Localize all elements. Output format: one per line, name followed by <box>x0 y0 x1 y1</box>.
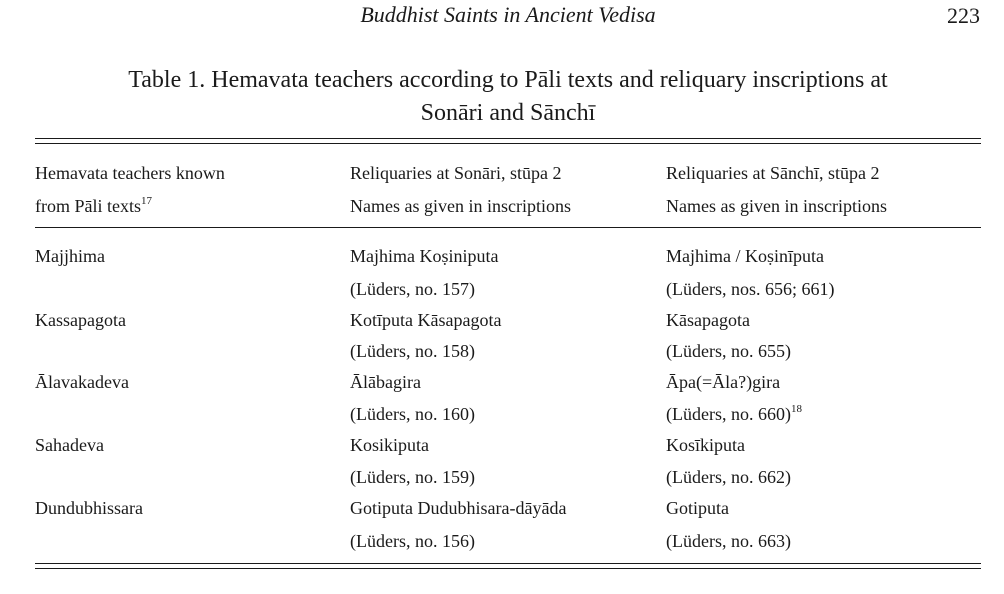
row-2-sonari-ref: (Lüders, no. 158) <box>350 341 475 361</box>
running-title: Buddhist Saints in Ancient Vedisa <box>360 2 656 27</box>
table-header-rule <box>35 227 981 228</box>
row-1-sonari-name: Majhima Koṣiniputa <box>350 246 499 266</box>
row-4-sonari-ref: (Lüders, no. 159) <box>350 467 475 487</box>
page-number: 223 <box>947 3 980 28</box>
row-3-sonari-ref: (Lüders, no. 160) <box>350 404 475 424</box>
row-4-sonari-name: Kosikiputa <box>350 435 429 455</box>
running-head <box>0 0 1004 30</box>
table-caption-line-1: Table 1. Hemavata teachers according to Pāli texts and reliquary inscriptions at <box>128 67 888 93</box>
row-4-sanchi-name: Kosīkiputa <box>666 435 745 455</box>
row-4-pali: Sahadeva <box>35 435 104 455</box>
row-3-sanchi-ref-text: (Lüders, no. 660) <box>666 404 791 424</box>
header-sanchi-line-1: Reliquaries at Sānchī, stūpa 2 <box>666 163 880 183</box>
row-1-sanchi-ref: (Lüders, nos. 656; 661) <box>666 279 835 299</box>
footnote-18: 18 <box>790 403 802 415</box>
row-3-sonari-name: Ālābagira <box>350 372 421 392</box>
row-5-sonari-name: Gotiputa Dudubhisara-dāyāda <box>350 498 567 518</box>
row-1-sanchi-name: Majhima / Koṣinīputa <box>666 246 824 266</box>
header-sonari-line-2: Names as given in inscriptions <box>350 196 571 216</box>
row-2-sanchi-name: Kāsapagota <box>666 310 750 330</box>
header-pali-line-2-text: from Pāli texts <box>35 196 141 216</box>
row-5-sonari-ref: (Lüders, no. 156) <box>350 531 475 551</box>
header-pali-line-1: Hemavata teachers known <box>35 163 225 183</box>
header-sanchi-line-2: Names as given in inscriptions <box>666 196 887 216</box>
footnote-17: 17 <box>141 195 152 207</box>
row-3-sanchi-ref <box>666 398 802 431</box>
row-4-sanchi-ref: (Lüders, no. 662) <box>666 467 791 487</box>
header-pali-line-2 <box>35 190 152 223</box>
table-bottom-rule <box>35 563 981 569</box>
row-5-pali: Dundubhissara <box>35 498 143 518</box>
table-caption <box>60 64 956 130</box>
row-2-sonari-name: Kotīputa Kāsapagota <box>350 310 502 330</box>
row-5-sanchi-ref: (Lüders, no. 663) <box>666 531 791 551</box>
row-2-pali: Kassapagota <box>35 310 126 330</box>
row-3-sanchi-name: Āpa(=Āla?)gira <box>666 372 781 392</box>
row-5-sanchi-name: Gotiputa <box>666 498 729 518</box>
table-caption-line-2: Sonāri and Sānchī <box>420 100 596 126</box>
row-2-sanchi-ref: (Lüders, no. 655) <box>666 341 791 361</box>
row-1-pali: Majjhima <box>35 246 105 266</box>
row-3-pali: Ālavakadeva <box>35 372 129 392</box>
table-top-rule <box>35 138 981 144</box>
row-1-sonari-ref: (Lüders, no. 157) <box>350 279 475 299</box>
header-sonari-line-1: Reliquaries at Sonāri, stūpa 2 <box>350 163 562 183</box>
